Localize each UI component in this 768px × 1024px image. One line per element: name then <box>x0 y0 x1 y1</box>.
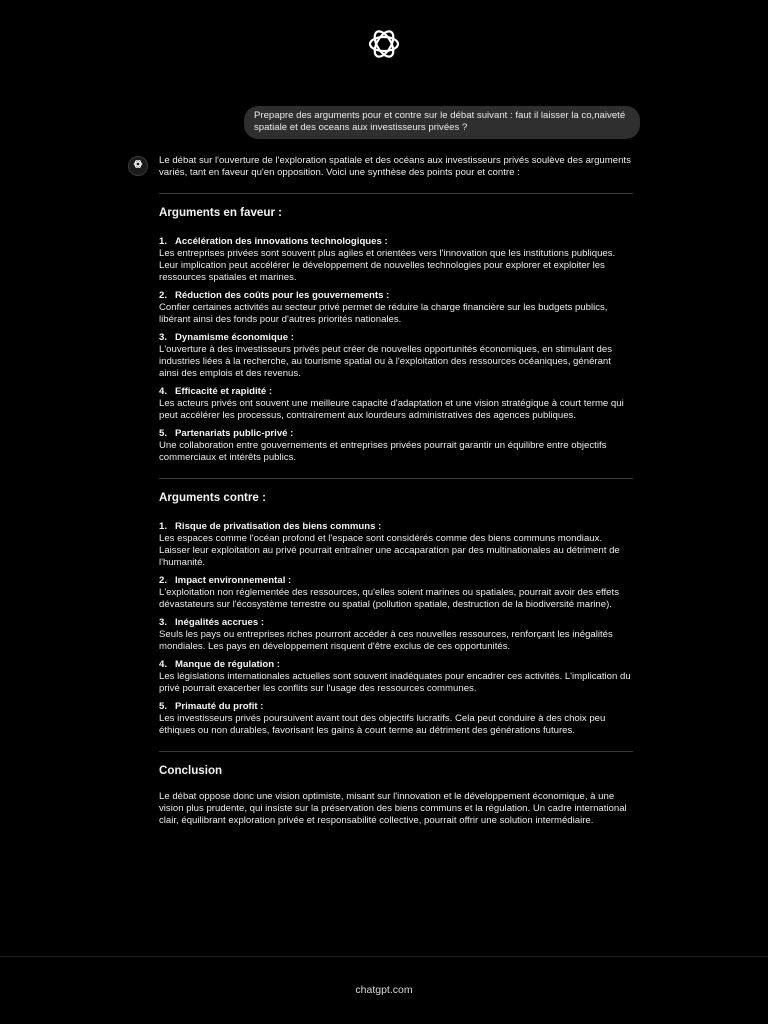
item-text: Les acteurs privés ont souvent une meilleure capacité d'adaptation et une vision stratégique à court terme qui peut accélérer les processus, contrairement aux lourdeurs administratives des agences publiques. <box>159 398 624 421</box>
item-text: Les entreprises privées sont souvent plus agiles et orientées vers l'innovation que les institutions publiques. Leur implication peut accélérer le développement de nouvelles technologies pour explorer et exploiter les ressources spatiales et marines. <box>159 248 616 283</box>
list-item <box>159 332 633 380</box>
item-heading: Impact environnemental : <box>175 575 292 586</box>
user-message-text: Prepapre des arguments pour et contre sur le débat suivant : faut il laisser la co,naiveté spatiale et des oceans aux investisseurs privées ? <box>254 110 626 134</box>
item-text: L'exploitation non réglementée des ressources, qu'elles soient marines ou spatiales, pourrait avoir des effets dévastateurs sur l'écosystème terrestre ou spatial (pollution spatiale, destruction de la biodiversité marine). <box>159 587 619 610</box>
item-heading: Inégalités accrues : <box>175 617 265 628</box>
item-text: Seuls les pays ou entreprises riches pourront accéder à ces nouvelles ressources, renforçant les inégalités mondiales. Les pays en développement risquent d'être exclus de ces opportunités. <box>159 629 613 652</box>
item-number: 5. <box>159 701 168 712</box>
list-item <box>159 701 633 737</box>
item-heading: Manque de régulation : <box>175 659 281 670</box>
item-number: 4. <box>159 386 168 397</box>
openai-logo-icon <box>132 157 144 175</box>
footer-site-label: chatgpt.com <box>355 984 413 996</box>
openai-logo-icon <box>362 24 406 64</box>
item-heading: Partenariats public-privé : <box>175 428 294 439</box>
section-title-against: Arguments contre : <box>159 491 266 504</box>
item-number: 4. <box>159 659 168 670</box>
item-number: 2. <box>159 575 168 586</box>
list-item <box>159 386 633 422</box>
item-text: Les espaces comme l'océan profond et l'espace sont considérés comme des biens communs mondiaux. Laisser leur exploitation au privé pourrait entraîner une accaparation par des multinationales au détriment de l'humanité. <box>159 533 620 568</box>
item-text: Une collaboration entre gouvernements et entreprises privées pourrait garantir un équilibre entre objectifs commerciaux et intérêts publics. <box>159 440 607 463</box>
list-item <box>159 617 633 653</box>
section-title-conclusion: Conclusion <box>159 764 223 777</box>
item-number: 5. <box>159 428 168 439</box>
user-message-bubble <box>244 106 640 139</box>
item-number: 1. <box>159 236 168 247</box>
divider <box>159 193 633 194</box>
item-heading: Risque de privatisation des biens communs : <box>175 521 382 532</box>
list-item <box>159 575 633 611</box>
list-item <box>159 659 633 695</box>
item-text: Confier certaines activités au secteur privé permet de réduire la charge financière sur les budgets publics, libérant ainsi des fonds pour d'autres priorités nationales. <box>159 302 608 325</box>
item-text: Les législations internationales actuelles sont souvent inadéquates pour encadrer ces activités. L'implication du privé pourrait exacerber les conflits sur l'usage des ressources communes. <box>159 671 631 694</box>
list-item <box>159 521 633 569</box>
list-item <box>159 428 633 464</box>
item-number: 1. <box>159 521 168 532</box>
assistant-avatar <box>128 156 148 176</box>
item-heading: Dynamisme économique : <box>175 332 294 343</box>
item-heading: Primauté du profit : <box>175 701 264 712</box>
item-number: 2. <box>159 290 168 301</box>
list-item <box>159 236 633 284</box>
item-number: 3. <box>159 617 168 628</box>
assistant-message <box>159 155 633 827</box>
divider <box>159 751 633 752</box>
item-number: 3. <box>159 332 168 343</box>
assistant-intro: Le débat sur l'ouverture de l'exploration spatiale et des océans aux investisseurs privés soulève des arguments variés, tant en faveur qu'en opposition. Voici une synthèse des points pour et contre : <box>159 155 631 178</box>
item-text: L'ouverture à des investisseurs privés peut créer de nouvelles opportunités économiques, en stimulant des industries liées à la recherche, au tourisme spatial ou à l'exploitation des ressources océaniques, générant ainsi des emplois et des revenus. <box>159 344 612 379</box>
item-heading: Accélération des innovations technologiques : <box>175 236 388 247</box>
footer-divider <box>0 956 768 957</box>
item-text: Les investisseurs privés poursuivent avant tout des objectifs lucratifs. Cela peut conduire à des choix peu éthiques ou non durables, favorisant les gains à court terme au détriment des générations futures. <box>159 713 606 736</box>
item-heading: Efficacité et rapidité : <box>175 386 273 397</box>
conclusion-text: Le débat oppose donc une vision optimiste, misant sur l'innovation et le développement économique, à une vision plus prudente, qui insiste sur la préservation des biens communs et la régulation. Un cadre international clair, équilibrant exploration privée et responsabilité collective, pourrait offrir une solution intermédiaire. <box>159 791 627 826</box>
item-heading: Réduction des coûts pour les gouvernements : <box>175 290 390 301</box>
section-title-favor: Arguments en faveur : <box>159 206 283 219</box>
divider <box>159 478 633 479</box>
list-item <box>159 290 633 326</box>
